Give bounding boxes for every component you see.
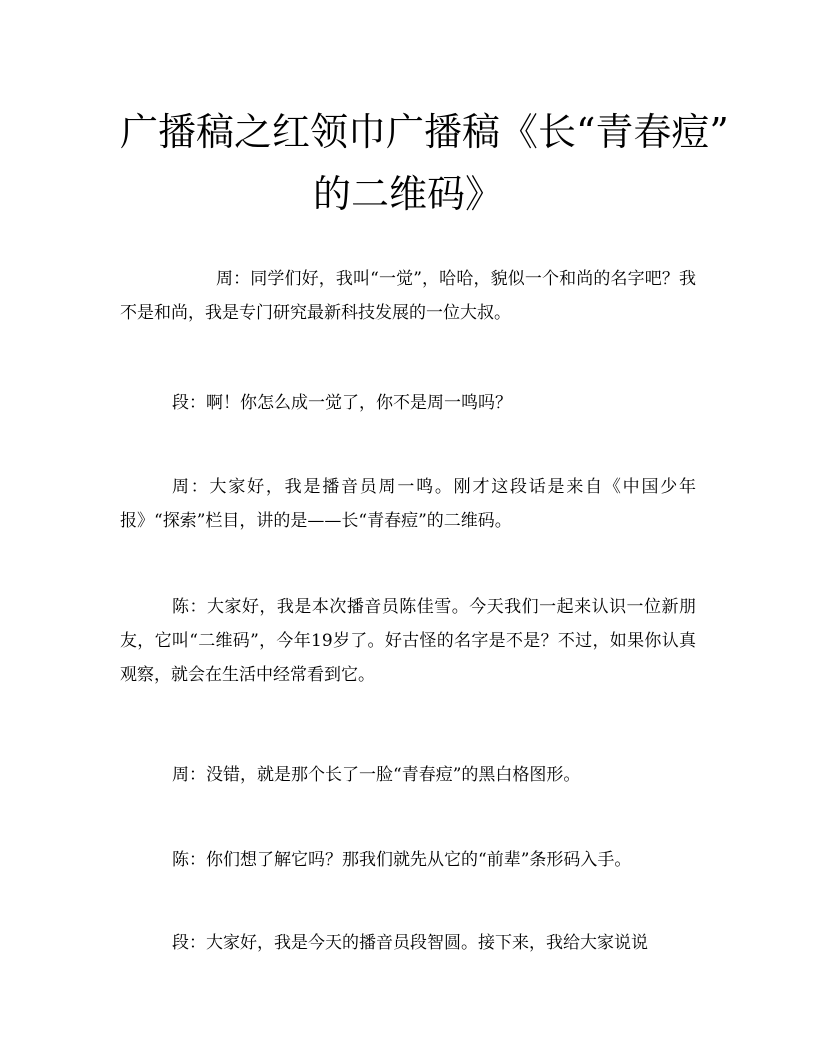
paragraph-4: 陈：大家好，我是本次播音员陈佳雪。今天我们一起来认识一位新朋友，它叫“二维码”，今年19岁了。好古怪的名字是不是？不过，如果你认真观察，就会在生活中经常看到它。	[120, 597, 696, 685]
paragraph-5: 周：没错，就是那个长了一脸“青春痘”的黑白格图形。	[172, 765, 581, 785]
document-title-line-1: 广播稿之红领巾广播稿《长“青春痘”	[120, 110, 729, 154]
paragraph-2: 段：啊！你怎么成一觉了，你不是周一鸣吗？	[172, 393, 512, 413]
paragraph-1: 周：同学们好，我叫“一觉”，哈哈，貌似一个和尚的名字吧？我不是和尚，我是专门研究最新科技发展的一位大叔。	[120, 269, 696, 323]
document-title-line-2: 的二维码》	[312, 172, 503, 216]
paragraph-3: 周：大家好，我是播音员周一鸣。刚才这段话是来自《中国少年报》“探索”栏目，讲的是——长“青春痘”的二维码。	[120, 477, 696, 531]
paragraph-7: 段：大家好，我是今天的播音员段智圆。接下来，我给大家说说	[172, 933, 648, 953]
paragraph-6: 陈：你们想了解它吗？那我们就先从它的“前辈”条形码入手。	[172, 850, 632, 870]
